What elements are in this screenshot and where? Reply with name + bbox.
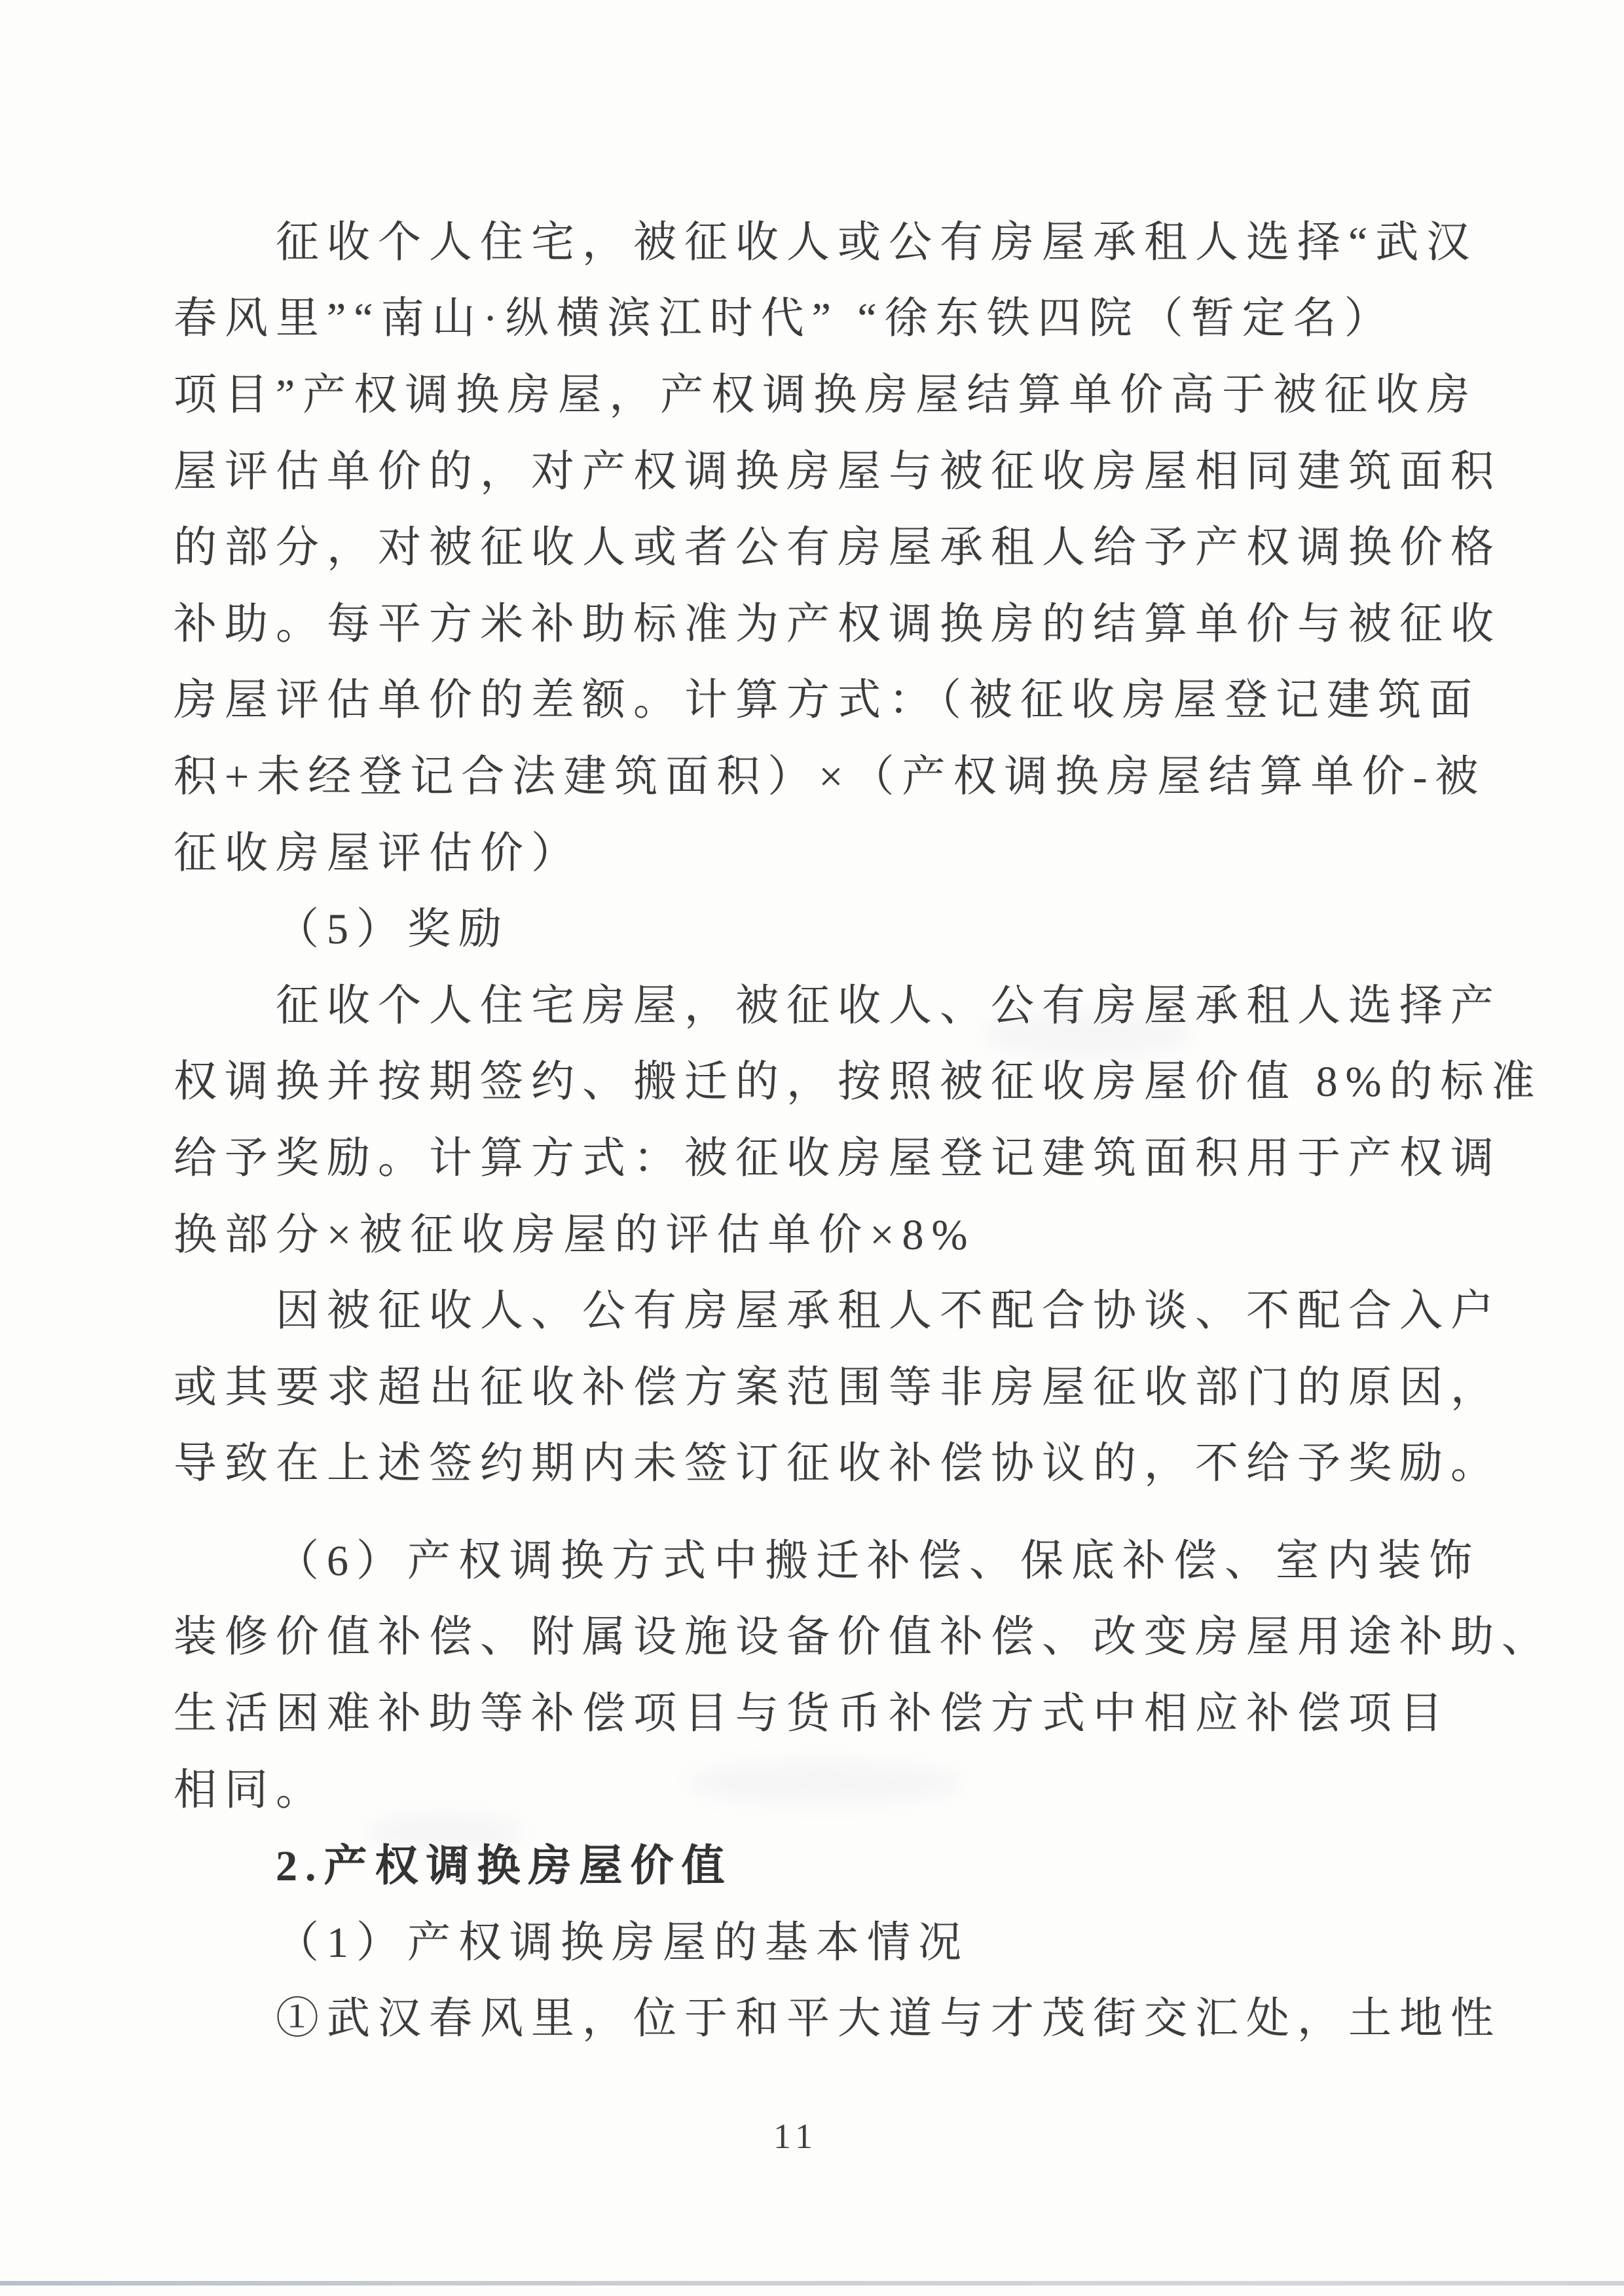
text-line: 征收个人住宅，被征收人或公有房屋承租人选择“武汉 (276, 218, 1478, 266)
text-line: 春风里”“南山·纵横滨江时代” “徐东铁四院（暂定名） (174, 295, 1395, 343)
text-line: （1）产权调换房屋的基本情况 (276, 1918, 969, 1967)
scan-smudge (982, 1011, 1192, 1057)
text-line: 屋评估单价的，对产权调换房屋与被征收房屋相同建筑面积 (174, 447, 1502, 496)
scan-smudge (688, 1761, 963, 1804)
text-line: 征收个人住宅房屋，被征收人、公有房屋承租人选择产 (276, 981, 1502, 1030)
text-line: 房屋评估单价的差额。计算方式：（被征收房屋登记建筑面 (174, 676, 1480, 725)
text-line: 给予奖励。计算方式：被征收房屋登记建筑面积用于产权调 (174, 1134, 1502, 1182)
scan-smudge (367, 1813, 524, 1851)
text-line: 生活困难补助等补偿项目与货币补偿方式中相应补偿项目 (174, 1690, 1450, 1738)
text-line: 积+未经登记合法建筑面积）×（产权调换房屋结算单价-被 (174, 752, 1486, 801)
text-line: 2.产权调换房屋价值 (276, 1842, 733, 1891)
text-line: 换部分×被征收房屋的评估单价×8% (174, 1211, 976, 1259)
text-line: 因被征收人、公有房屋承租人不配合协谈、不配合入户 (276, 1287, 1502, 1336)
text-line: 权调换并按期签约、搬迁的，按照被征收房屋价值 8%的标准 (174, 1058, 1543, 1106)
text-line: 项目”产权调换房屋，产权调换房屋结算单价高于被征收房 (174, 371, 1478, 419)
page-number: 11 (773, 2117, 818, 2156)
text-line: 相同。 (174, 1766, 327, 1814)
text-line: 征收房屋评估价） (174, 829, 582, 877)
text-line: （5）奖励 (276, 905, 509, 954)
text-line: 的部分，对被征收人或者公有房屋承租人给予产权调换价格 (174, 524, 1502, 572)
text-line: （6）产权调换方式中搬迁补偿、保底补偿、室内装饰 (276, 1537, 1480, 1585)
scan-artifact-footer-line (0, 2281, 1624, 2286)
text-line: 或其要求超出征收补偿方案范围等非房屋征收部门的原因， (174, 1363, 1502, 1412)
text-line: 导致在上述签约期内未签订征收补偿协议的，不给予奖励。 (174, 1440, 1502, 1488)
text-line: 补助。每平方米补助标准为产权调换房的结算单价与被征收 (174, 600, 1502, 648)
text-line: 装修价值补偿、附属设施设备价值补偿、改变房屋用途补助、 (174, 1613, 1553, 1662)
text-line: ①武汉春风里，位于和平大道与才茂街交汇处，土地性 (276, 1995, 1502, 2043)
